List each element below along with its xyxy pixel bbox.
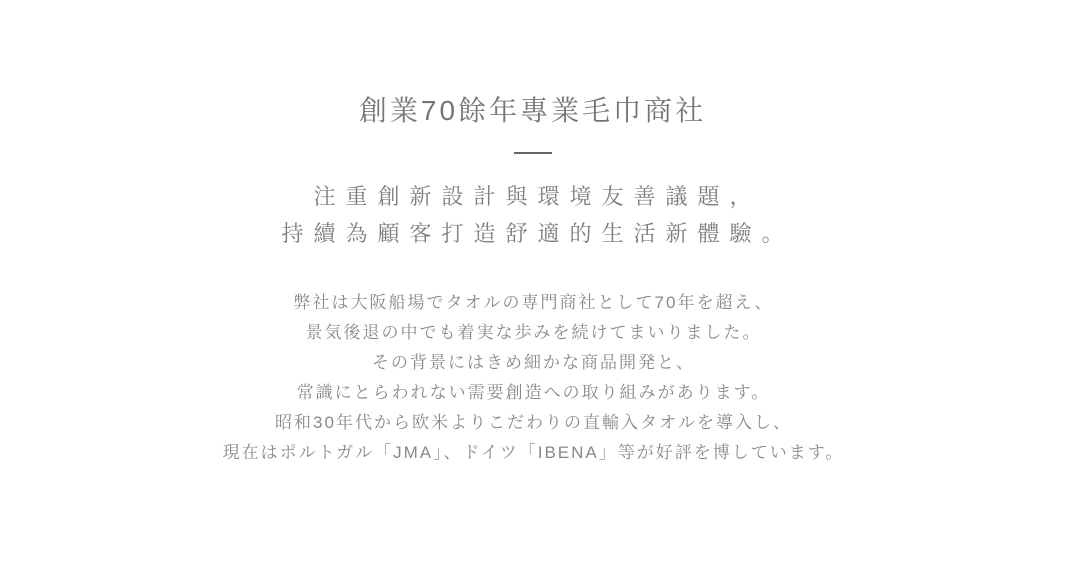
- subtitle-line-1: 注重創新設計與環境友善議題，: [313, 184, 762, 209]
- body-line-6: 現在はポルトガル「JMA」、ドイツ「IBENA」等が好評を博しています。: [222, 443, 845, 462]
- subtitle: [0, 178, 1065, 252]
- body-line-4: 常識にとらわれない需要創造への取り組みがあります。: [296, 383, 771, 402]
- subtitle-line-2: 持續為顧客打造舒適的生活新體驗。: [281, 221, 794, 246]
- page-title: 創業70餘年專業毛巾商社: [358, 95, 707, 126]
- body-line-1: 弊社は大阪船場でタオルの専門商社として70年を超え、: [293, 293, 774, 312]
- body-line-2: 景気後退の中でも着実な歩みを続けてまいりました。: [305, 323, 762, 342]
- title-divider: [514, 152, 552, 154]
- body-line-3: その背景にはきめ細かな商品開発と、: [372, 353, 695, 372]
- body-line-5: 昭和30年代から欧米よりこだわりの直輸入タオルを導入し、: [275, 413, 792, 432]
- body-paragraph: [0, 288, 1065, 468]
